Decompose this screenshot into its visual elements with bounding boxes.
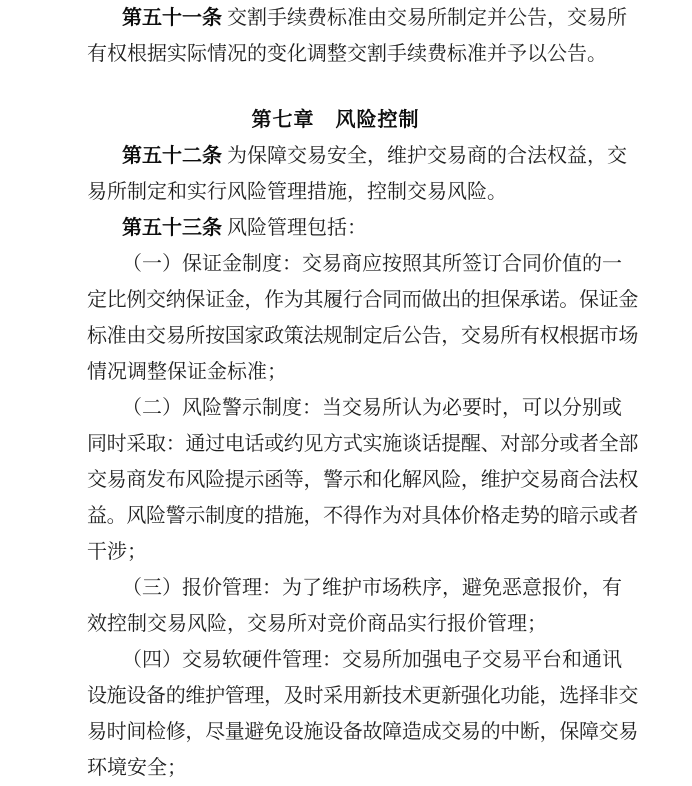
text-run: 交割手续费标准由交易所制定并公告，交易所 [222, 7, 627, 29]
article-51 [87, 0, 638, 72]
text-line [87, 36, 638, 72]
text-line [87, 246, 638, 282]
text-line [87, 390, 638, 426]
text-run: 效控制交易风险，交易所对竞价商品实行报价管理； [87, 613, 547, 635]
text-run: （四）交易软硬件管理：交易所加强电子交易平台和通讯 [122, 649, 622, 671]
text-line [87, 498, 638, 534]
text-line [87, 570, 638, 606]
text-run: （三）报价管理：为了维护市场秩序，避免恶意报价，有 [122, 577, 622, 599]
text-run: 标准由交易所按国家政策法规制定后公告，交易所有权根据市场 [87, 325, 638, 347]
chapter-7-heading: 第七章 风险控制 [251, 109, 420, 131]
item-4-software-hardware-management [87, 642, 638, 786]
text-line [87, 426, 638, 462]
text-line [87, 138, 638, 174]
text-run: （一）保证金制度：交易商应按照其所签订合同价值的一 [122, 253, 622, 275]
text-line [87, 282, 638, 318]
text-line [87, 750, 638, 786]
text-run: 有权根据实际情况的变化调整交割手续费标准并予以公告。 [87, 43, 607, 65]
text-run: 干涉； [87, 541, 147, 563]
text-line [87, 354, 638, 390]
text-run: 定比例交纳保证金，作为其履行合同而做出的担保承诺。保证金 [87, 289, 638, 311]
article-53 [87, 210, 638, 246]
article-number-label: 第五十三条 [122, 217, 222, 239]
text-line [87, 534, 638, 570]
item-3-quotation-management [87, 570, 638, 642]
document-body [87, 0, 638, 786]
text-line [87, 210, 638, 246]
text-line [87, 462, 638, 498]
text-line [87, 606, 638, 642]
text-line [87, 318, 638, 354]
text-run: 情况调整保证金标准； [87, 361, 287, 383]
article-number-label: 第五十二条 [122, 145, 222, 167]
text-line [87, 174, 638, 210]
text-line [87, 642, 638, 678]
text-run: 交易商发布风险提示函等，警示和化解风险，维护交易商合法权 [87, 469, 638, 491]
text-run: 同时采取：通过电话或约见方式实施谈话提醒、对部分或者全部 [87, 433, 638, 455]
text-line [87, 0, 638, 36]
text-run: 设施设备的维护管理，及时采用新技术更新强化功能，选择非交 [87, 685, 638, 707]
text-run: （二）风险警示制度：当交易所认为必要时，可以分别或 [122, 397, 622, 419]
item-2-risk-warning-system [87, 390, 638, 570]
text-run: 为保障交易安全，维护交易商的合法权益，交 [222, 145, 627, 167]
text-run: 易时间检修，尽量避免设施设备故障造成交易的中断，保障交易 [87, 721, 638, 743]
item-1-margin-system [87, 246, 638, 390]
text-line [87, 714, 638, 750]
text-run: 益。风险警示制度的措施，不得作为对具体价格走势的暗示或者 [87, 505, 638, 527]
text-run: 易所制定和实行风险管理措施，控制交易风险。 [87, 181, 507, 203]
article-52 [87, 138, 638, 210]
article-number-label: 第五十一条 [122, 7, 222, 29]
text-line [87, 678, 638, 714]
text-run: 风险管理包括： [222, 217, 367, 239]
text-run: 环境安全； [87, 757, 187, 779]
